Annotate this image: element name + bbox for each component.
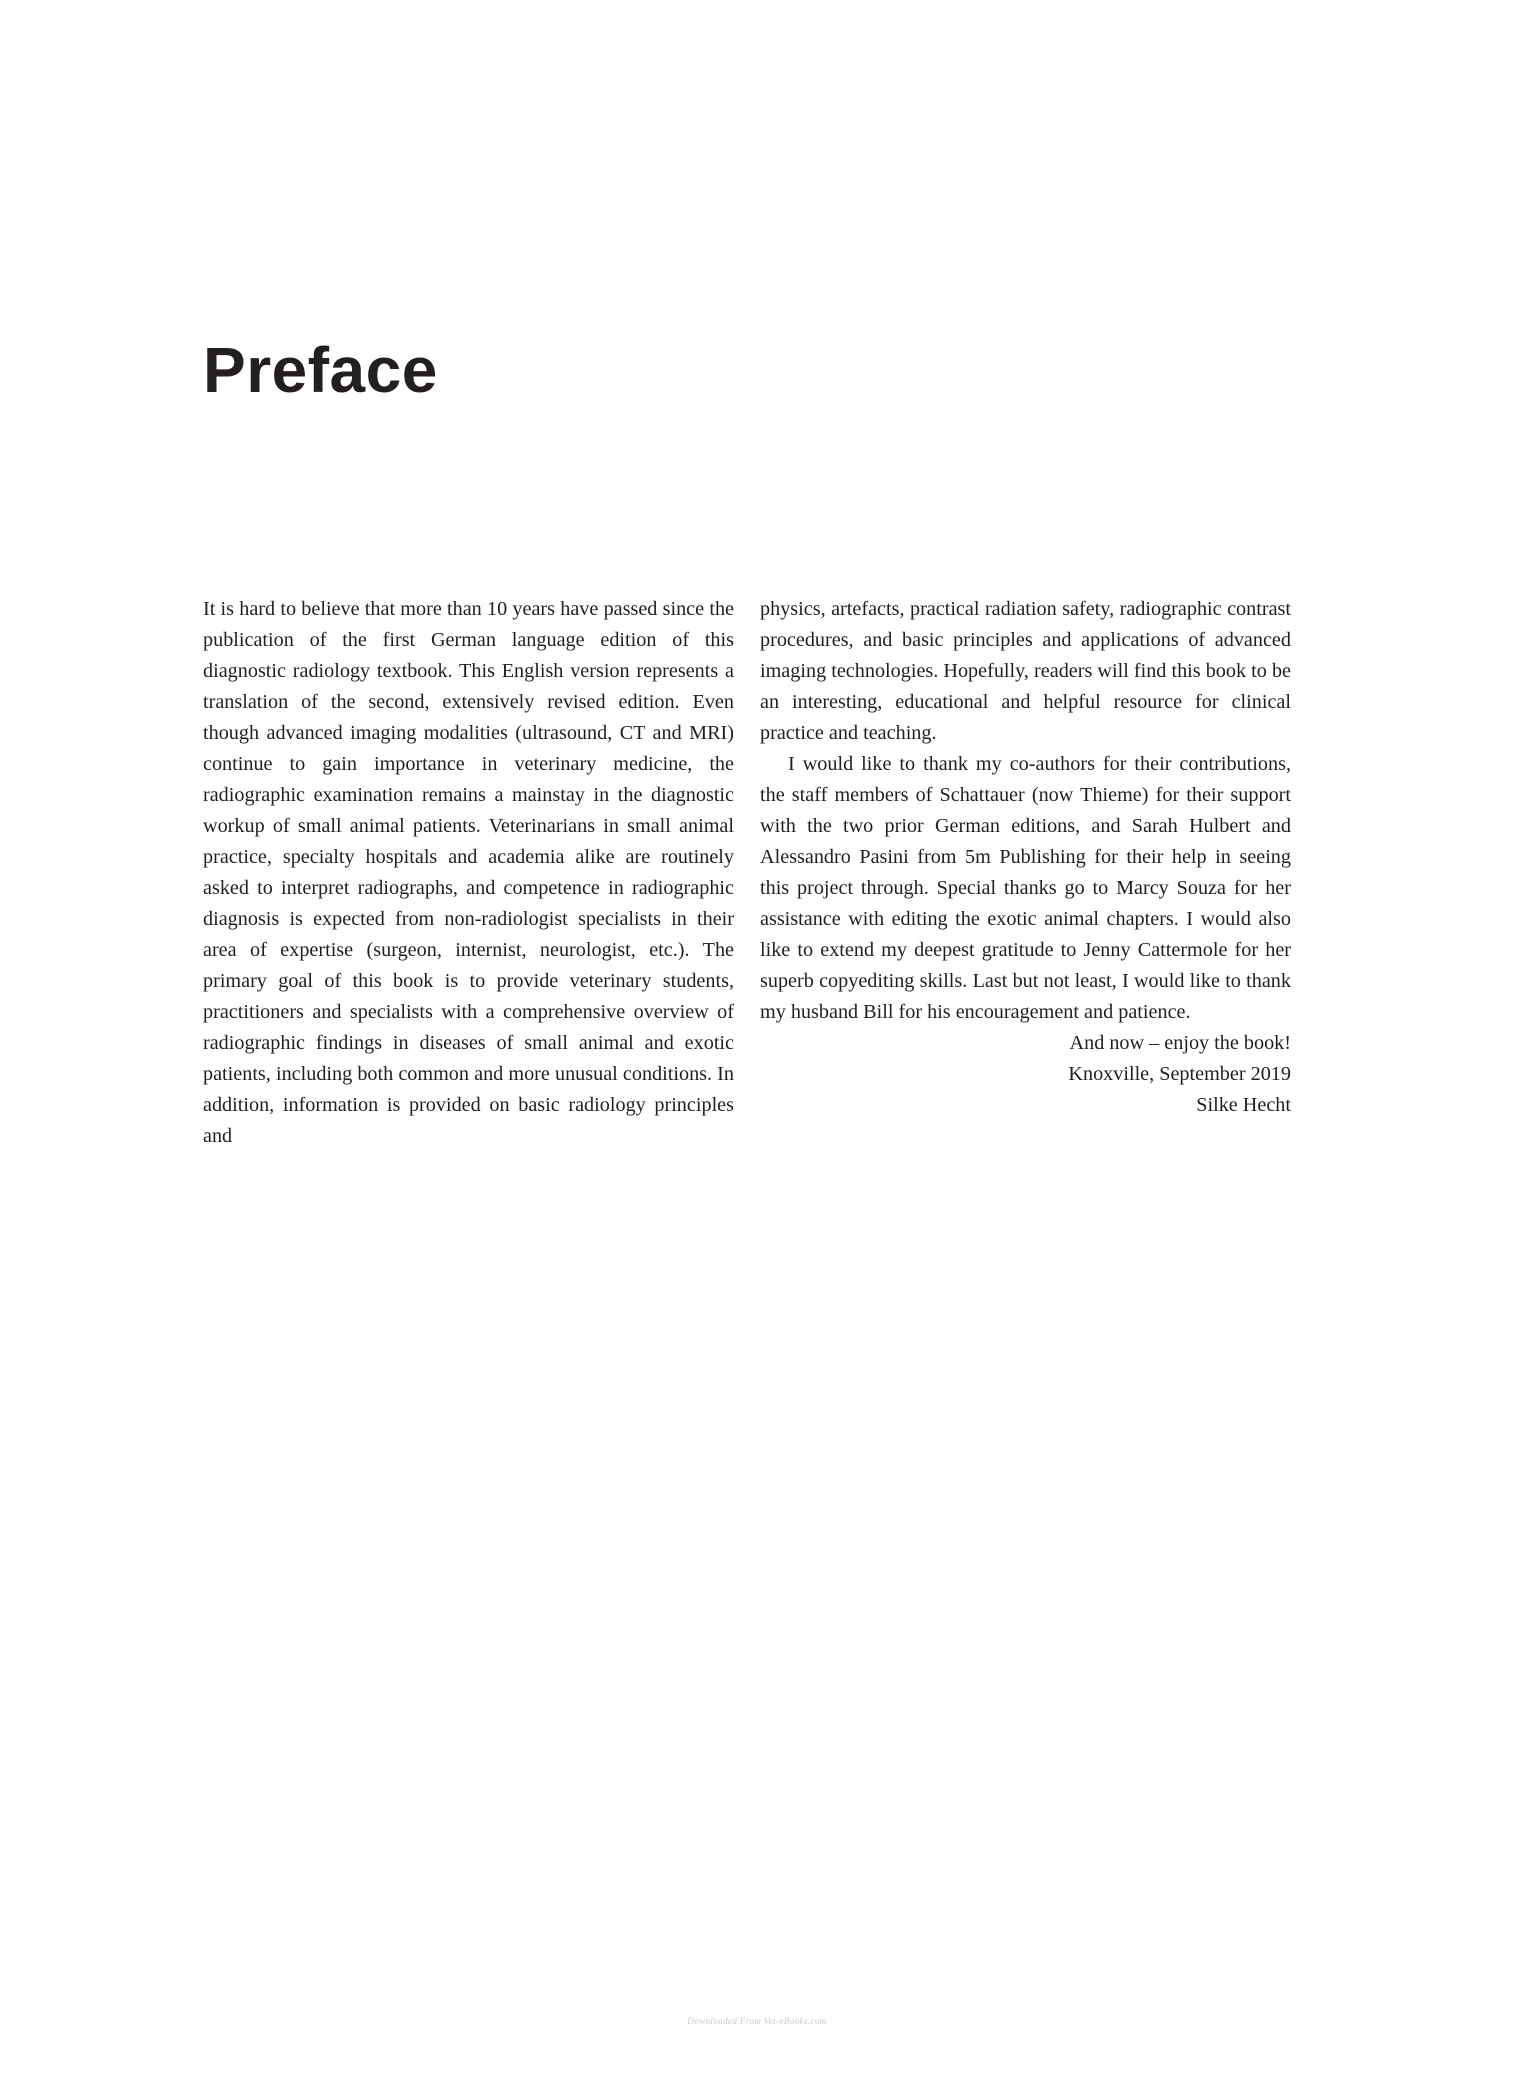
preface-body	[203, 594, 1290, 1194]
preface-paragraph-1-continued: physics, artefacts, practical radiation safety, radiographic contrast procedures, and basic principles and applications of advanced imaging technologies. Hopefully, readers will find this book to be an interesting, educational and helpful resource for clinical practice and teaching.	[760, 598, 1291, 744]
preface-paragraph-2: I would like to thank my co-authors for their contributions, the staff members of Schattauer (now Thieme) for their support with the two prior German editions, and Sarah Hulbert and Alessandro Pasini from 5m Publishing for their help in seeing this project through. Special thanks go to Marcy Souza for her assistance with editing the exotic animal chapters. I would also like to extend my deepest gratitude to Jenny Cattermole for her superb copyediting skills. Last but not least, I would like to thank my husband Bill for his encouragement and patience.	[760, 753, 1291, 1023]
right-column	[760, 594, 1291, 1121]
preface-paragraph-1: It is hard to believe that more than 10 years have passed since the publication of the first German language edition of this diagnostic radiology textbook. This English version represents a translation of the second, extensively revised edition. Even though advanced imaging modalities (ultrasound, CT and MRI) continue to gain importance in veterinary medicine, the radiographic examination remains a mainstay in the diagnostic workup of small animal patients. Veterinarians in small animal practice, specialty hospitals and academia alike are routinely asked to interpret radiographs, and competence in radiographic diagnosis is expected from non-radiologist specialists in their area of expertise (surgeon, internist, neurologist, etc.). The primary goal of this book is to provide veterinary students, practitioners and specialists with a comprehensive overview of radiographic findings in diseases of small animal and exotic patients, including both common and more unusual conditions. In addition, information is provided on basic radiology principles and	[203, 598, 734, 1147]
footer-watermark: Downloaded From Vet-eBooks.com	[687, 2016, 827, 2026]
author-signature: Silke Hecht	[1196, 1094, 1291, 1116]
place-date: Knoxville, September 2019	[1068, 1063, 1291, 1085]
page-title: Preface	[203, 334, 438, 406]
left-column	[203, 594, 734, 1152]
closing-line: And now – enjoy the book!	[1069, 1032, 1291, 1054]
